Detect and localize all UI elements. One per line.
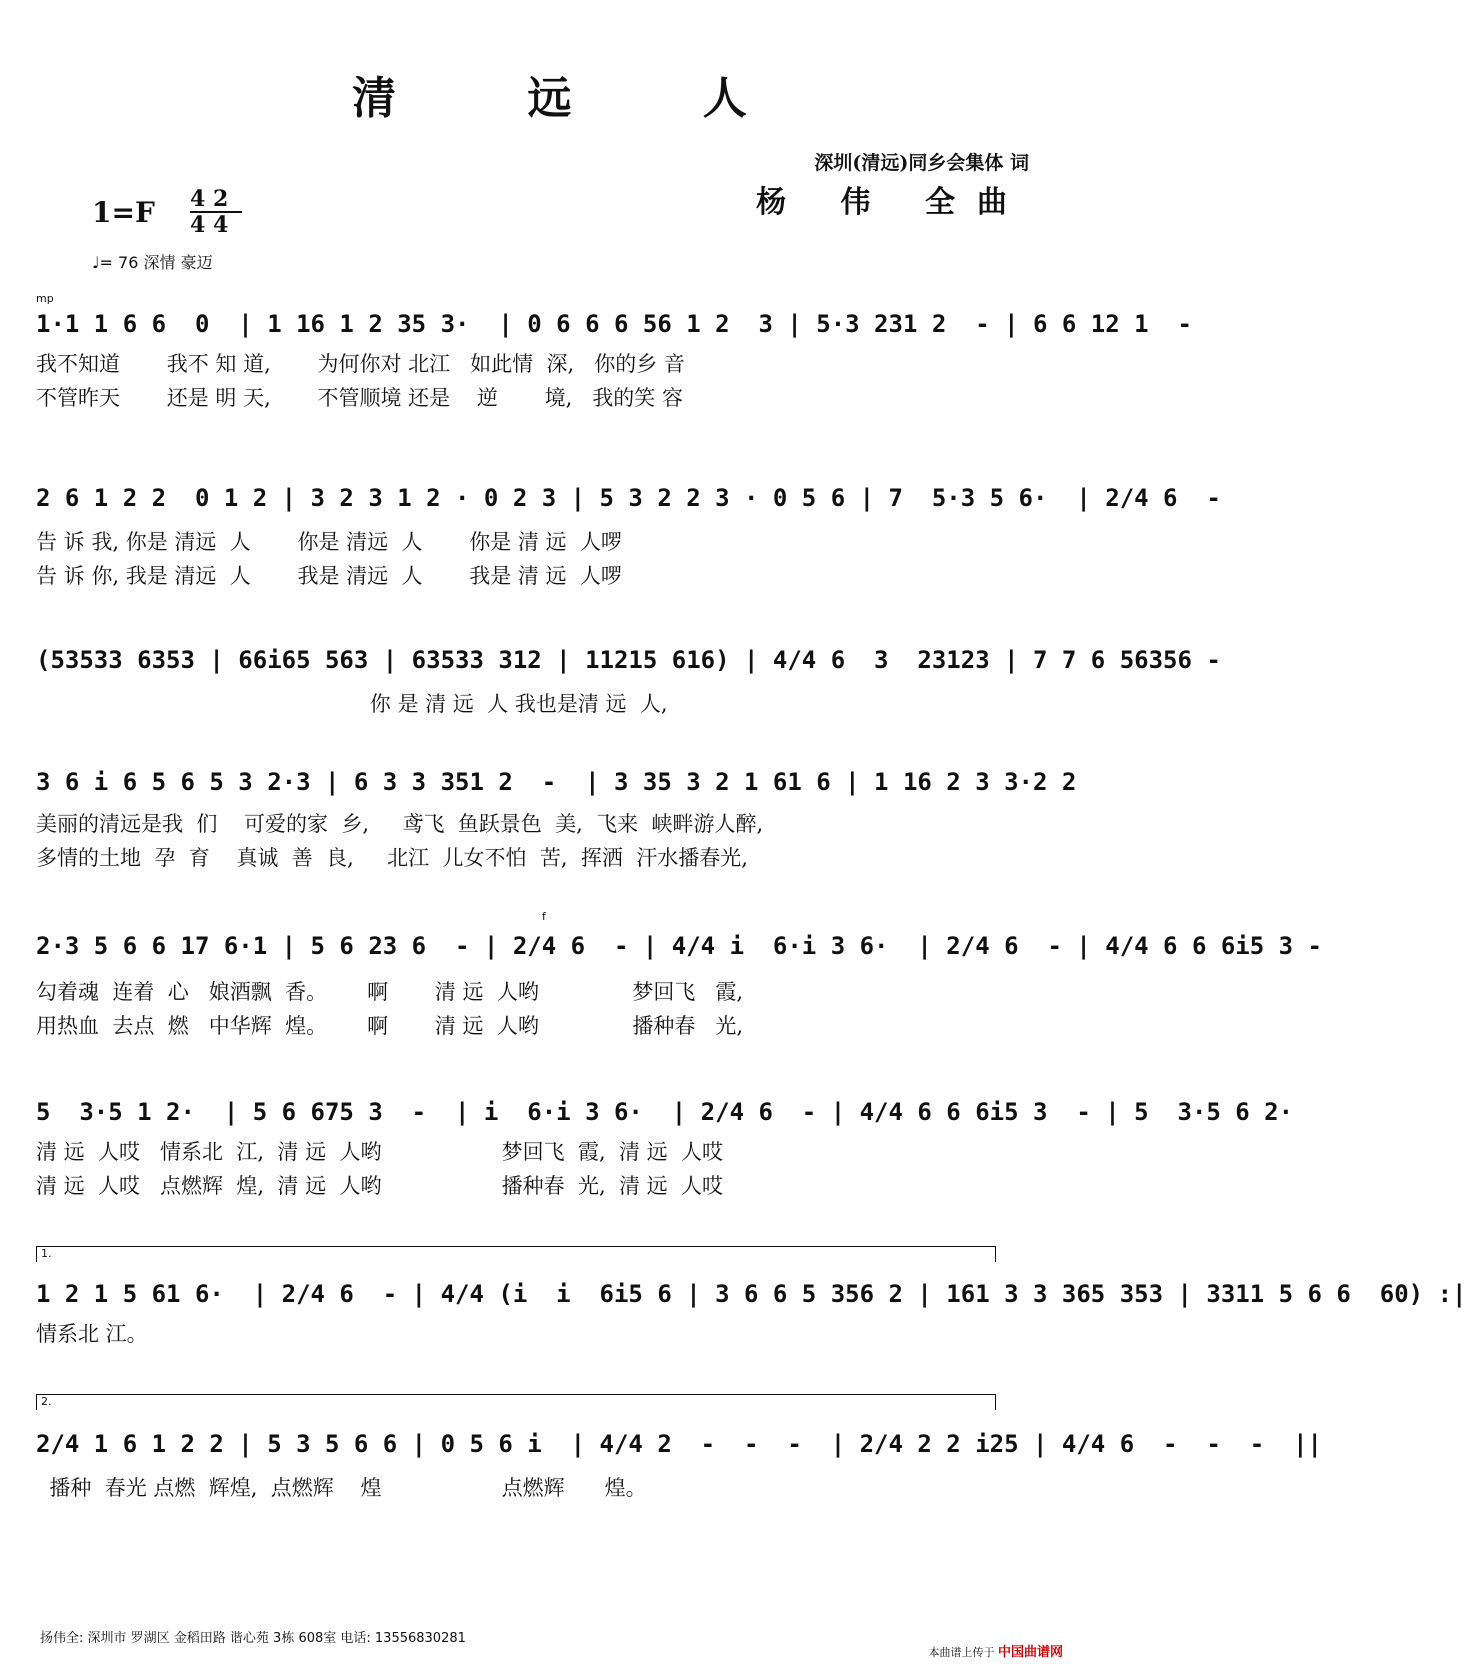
- composer-credit: 杨 伟 全曲: [756, 185, 1029, 220]
- lyrics-verse-1: 你 是 清 远 人 我也是清 远 人,: [36, 692, 668, 716]
- dynamic-mark: f: [542, 910, 546, 923]
- notation-line: 2 6 1 2 2 0 1 2 | 3 2 3 1 2 · 0 2 3 | 5 3 2 2 3 · 0 5 6 | 7 5·3 5 6· | 2/4 6 -: [36, 484, 1221, 512]
- score-row-1: [36, 292, 1192, 422]
- score-row-3: [36, 636, 1221, 726]
- score-row-6: [36, 1092, 1294, 1202]
- uploader-label: 本曲谱上传于: [928, 1646, 995, 1659]
- lyrics-verse-1: 勾着魂 连着 心 娘酒飘 香。 啊 清 远 人哟 梦回飞 霞,: [36, 980, 744, 1004]
- second-ending-bracket: 2.: [36, 1394, 996, 1410]
- score-row-7: [36, 1246, 1466, 1346]
- time-signature: [190, 188, 242, 236]
- notation-line: (53533 6353 | 66i65 563 | 63533 312 | 11215 616) | 4/4 6 3 23123 | 7 7 6 56356 -: [36, 646, 1221, 674]
- score-row-5: [36, 910, 1322, 1040]
- notation-line: 2·3 5 6 6 17 6·1 | 5 6 23 6 - | 2/4 6 - | 4/4 i 6·i 3 6· | 2/4 6 - | 4/4 6 6 6i5 3 -: [36, 932, 1322, 960]
- key-signature: 1=F: [92, 196, 155, 229]
- meter-bottom: 4 4: [190, 212, 229, 238]
- lyrics-verse-2: 用热血 去点 燃 中华辉 煌。 啊 清 远 人哟 播种春 光,: [36, 1014, 744, 1038]
- notation-line: 2/4 1 6 1 2 2 | 5 3 5 6 6 | 0 5 6 i | 4/4 2 - - - | 2/4 2 2 i25 | 4/4 6 - - - ||: [36, 1430, 1322, 1458]
- score-row-4: [36, 762, 1077, 882]
- score-row-2: [36, 470, 1221, 590]
- notation-line: 3 6 i 6 5 6 5 3 2·3 | 6 3 3 351 2 - | 3 35 3 2 1 61 6 | 1 16 2 3 3·2 2: [36, 768, 1077, 796]
- lyrics-verse-1: 我不知道 我不 知 道, 为何你对 北江 如此情 深, 你的乡 音: [36, 352, 685, 376]
- lyrics-verse-1: 情系北 江。: [36, 1322, 148, 1346]
- lyrics-verse-2: 告 诉 你, 我是 清远 人 我是 清远 人 我是 清 远 人啰: [36, 564, 622, 588]
- lyrics-verse-1: 播种 春光 点燃 辉煌, 点燃辉 煌 点燃辉 煌。: [36, 1476, 647, 1500]
- lyrics-verse-1: 告 诉 我, 你是 清远 人 你是 清远 人 你是 清 远 人啰: [36, 530, 622, 554]
- lyricist-credit: 深圳(清远)同乡会集体 词: [814, 152, 1029, 174]
- dynamic-mark: mp: [36, 292, 54, 305]
- first-ending-bracket: 1.: [36, 1246, 996, 1262]
- lyrics-verse-1: 清 远 人哎 情系北 江, 清 远 人哟 梦回飞 霞, 清 远 人哎: [36, 1140, 724, 1164]
- site-name: 中国曲谱网: [997, 1645, 1063, 1660]
- lyrics-verse-2: 清 远 人哎 点燃辉 煌, 清 远 人哟 播种春 光, 清 远 人哎: [36, 1174, 724, 1198]
- tempo-marking: ♩= 76 深情 豪迈: [92, 253, 213, 272]
- meter-top: 4 2: [190, 186, 229, 212]
- composer-contact: 扬伟全: 深圳市 罗湖区 金稻田路 谐心苑 3栋 608室 电话: 13556830281: [40, 1631, 466, 1646]
- lyrics-verse-2: 不管昨天 还是 明 天, 不管顺境 还是 逆 境, 我的笑 容: [36, 386, 683, 410]
- score-row-8: [36, 1394, 1322, 1504]
- notation-line: 1·1 1 6 6 0 | 1 16 1 2 35 3· | 0 6 6 6 56 1 2 3 | 5·3 231 2 - | 6 6 12 1 -: [36, 310, 1192, 338]
- notation-line: 1 2 1 5 61 6· | 2/4 6 - | 4/4 (i i 6i5 6 | 3 6 6 5 356 2 | 161 3 3 365 353 | 3311 5 6 6 60) :|: [36, 1280, 1466, 1308]
- song-title: 清 远 人: [352, 73, 805, 124]
- credits: [756, 148, 1029, 221]
- site-watermark: [928, 1641, 1063, 1660]
- lyrics-verse-2: 多情的土地 孕 育 真诚 善 良, 北江 儿女不怕 苦, 挥洒 汗水播春光,: [36, 846, 748, 870]
- notation-line: 5 3·5 1 2· | 5 6 675 3 - | i 6·i 3 6· | 2/4 6 - | 4/4 6 6 6i5 3 - | 5 3·5 6 2·: [36, 1098, 1294, 1126]
- lyrics-verse-1: 美丽的清远是我 们 可爱的家 乡, 鸢飞 鱼跃景色 美, 飞来 峡畔游人醉,: [36, 812, 764, 836]
